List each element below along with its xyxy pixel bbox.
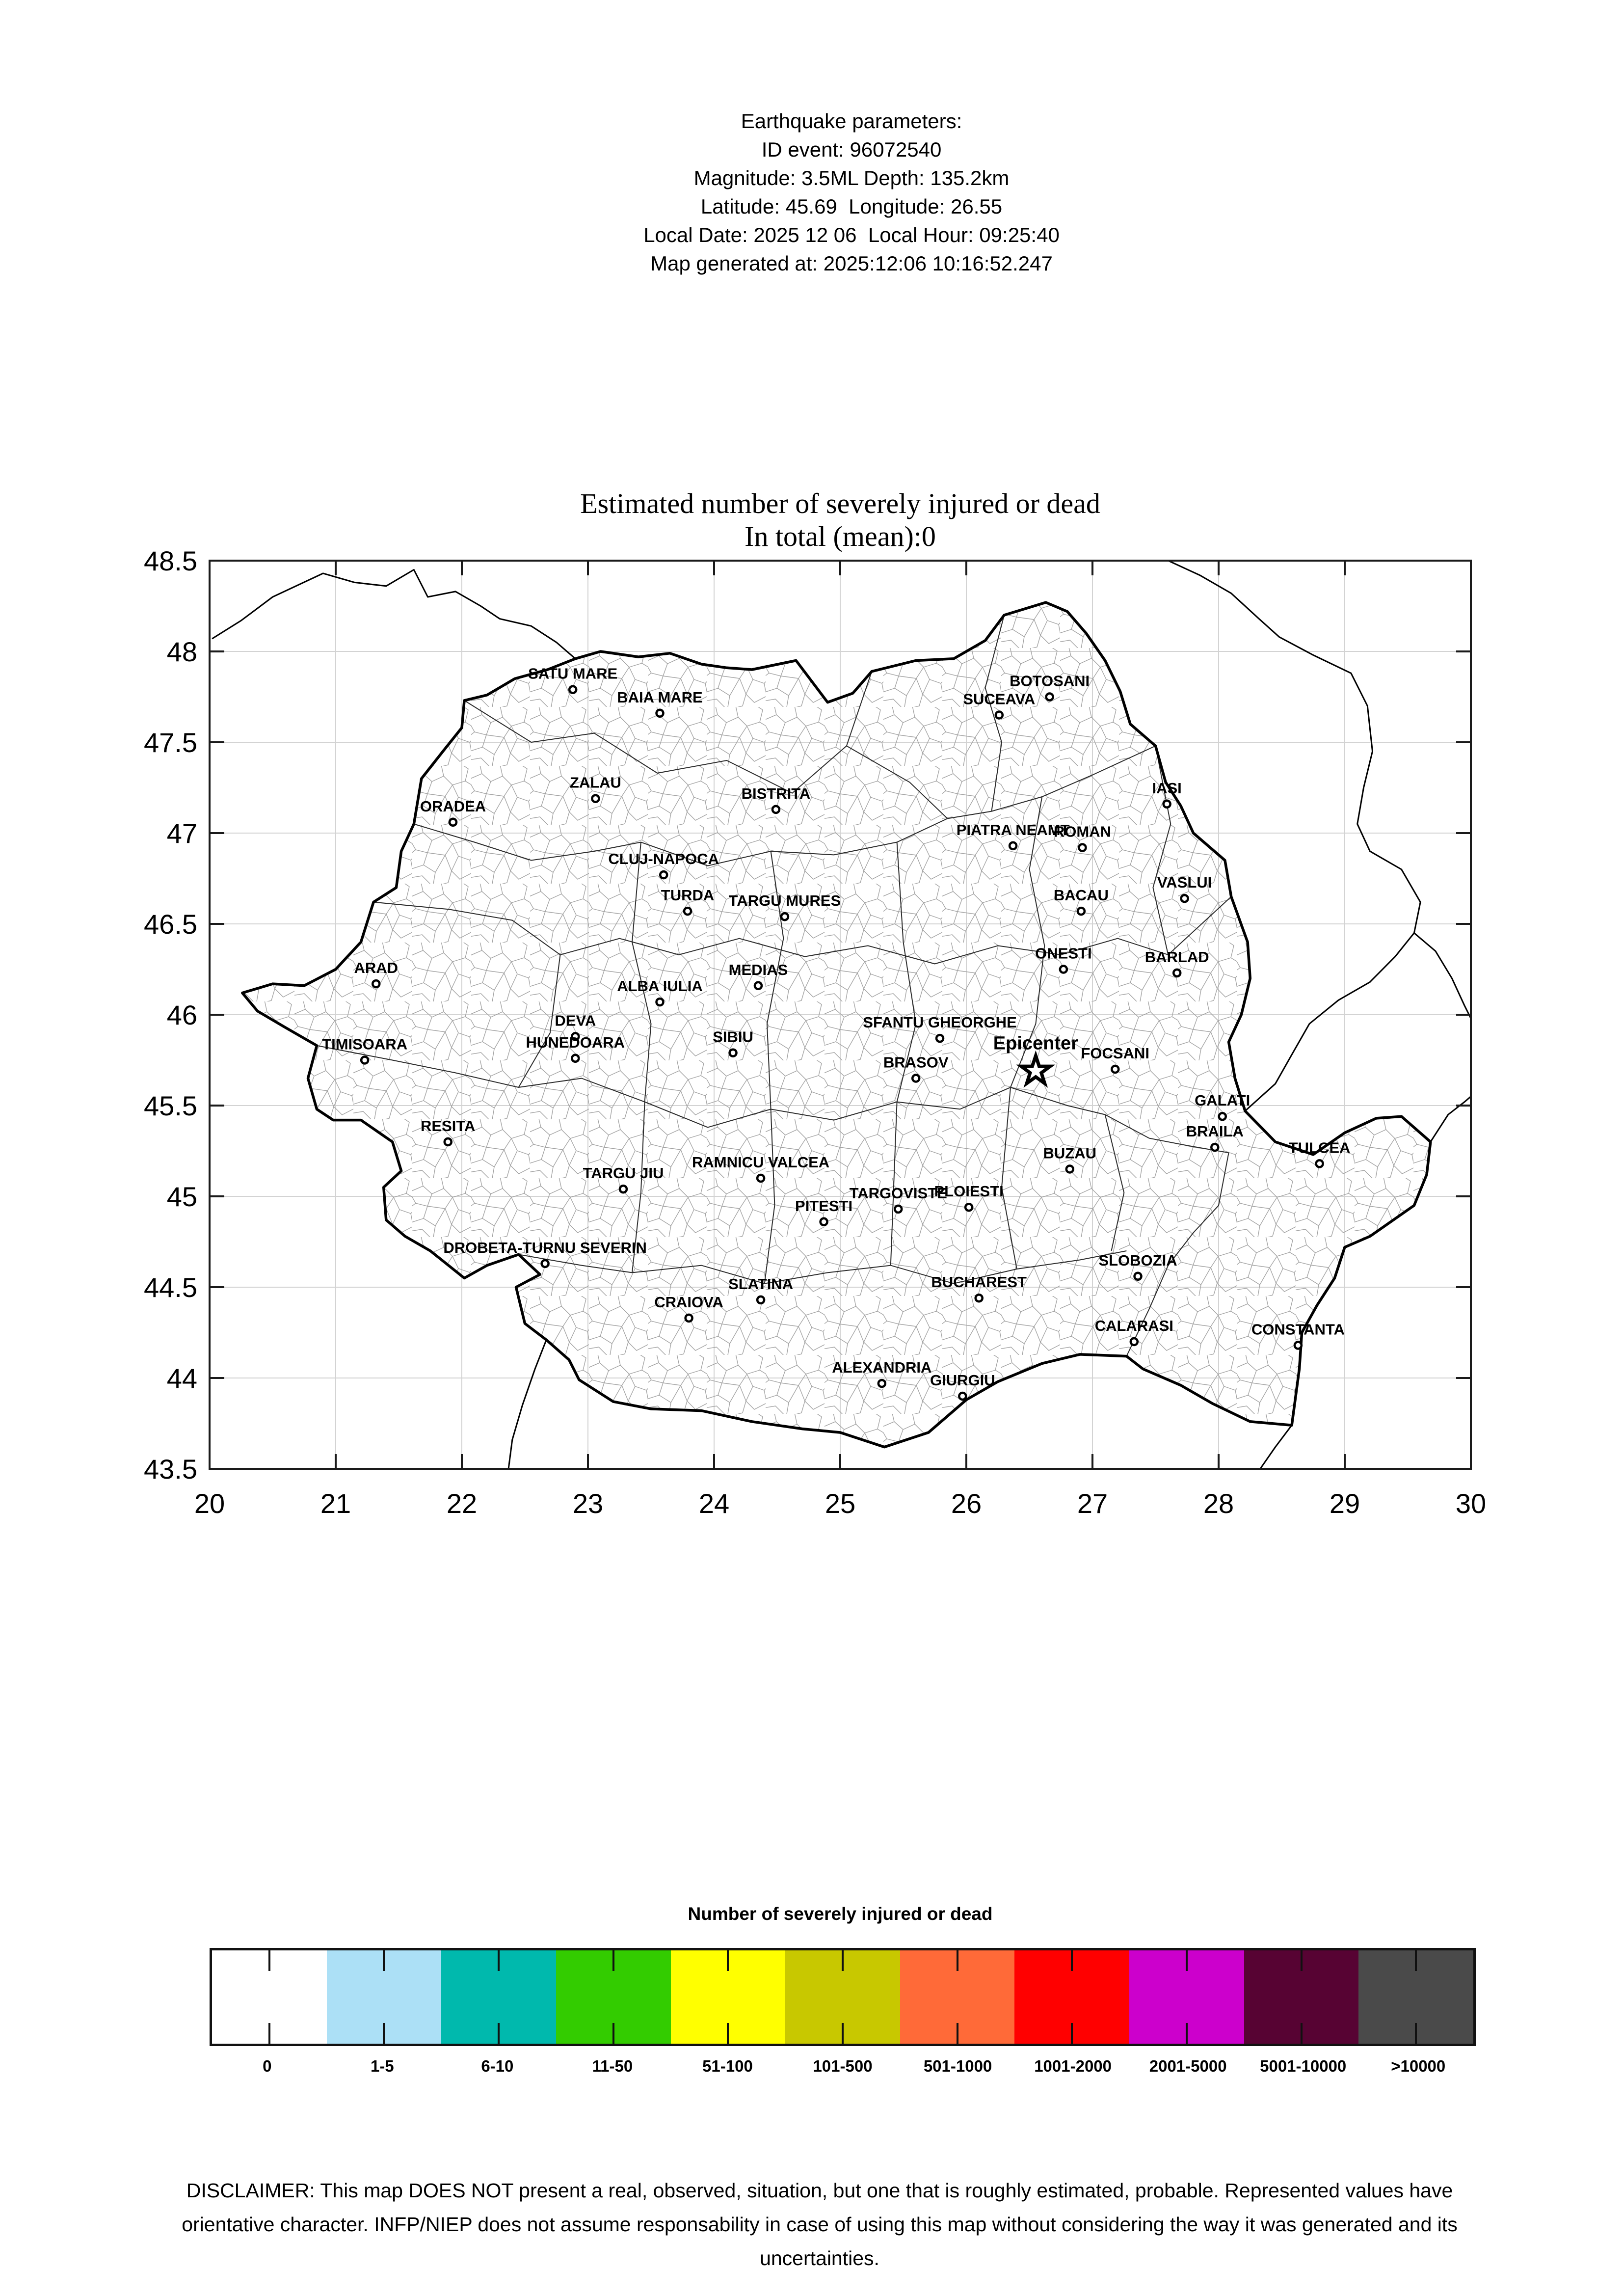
legend-class-label: 6-10 [481, 2057, 514, 2075]
city-marker [821, 1218, 827, 1225]
legend-color-segment [1129, 1950, 1244, 2044]
x-axis-tick-label: 27 [1077, 1488, 1108, 1519]
city-label: BISTRITA [741, 784, 811, 802]
earthquake-parameter-line: ID event: 96072540 [761, 138, 942, 161]
city-label: TURDA [661, 887, 715, 904]
city-label: ALBA IULIA [617, 977, 703, 995]
city-label: CLUJ-NAPOCA [608, 850, 719, 868]
city-label: ORADEA [420, 797, 486, 815]
city-label: HUNEDOARA [526, 1033, 625, 1051]
city-label: BUZAU [1043, 1144, 1096, 1162]
city-label: IASI [1152, 779, 1182, 797]
city-label: PITESTI [795, 1197, 853, 1215]
legend-tick [383, 2023, 385, 2044]
legend-class-label: 51-100 [702, 2057, 753, 2075]
y-axis-tick-label: 45.5 [144, 1090, 197, 1121]
city-label: SUCEAVA [963, 690, 1036, 708]
city-label: ARAD [354, 959, 399, 977]
neighbour-border [1245, 933, 1414, 1111]
city-label: ZALAU [569, 774, 621, 791]
legend-title: Number of severely injured or dead [688, 1904, 993, 1924]
earthquake-parameter-line: Earthquake parameters: [741, 109, 962, 133]
city-marker [620, 1186, 627, 1192]
city-label: PLOIESTI [934, 1183, 1004, 1200]
city-marker [569, 686, 576, 693]
legend-tick [498, 1950, 500, 1971]
city-marker [772, 806, 779, 813]
city-marker [959, 1393, 966, 1400]
city-label: SLATINA [728, 1275, 794, 1293]
city-marker [965, 1204, 972, 1211]
city-label: RAMNICU VALCEA [692, 1154, 830, 1171]
city-marker [592, 795, 599, 802]
city-marker [1219, 1113, 1226, 1120]
city-marker [757, 1297, 764, 1303]
x-axis-tick-label: 20 [194, 1488, 225, 1519]
y-axis-tick-label: 46.5 [144, 909, 197, 940]
city-marker [878, 1380, 885, 1387]
city-marker [445, 1138, 452, 1145]
city-label: ALEXANDRIA [832, 1359, 932, 1377]
y-axis-tick-label: 43.5 [144, 1454, 197, 1485]
legend-color-segment [1244, 1950, 1359, 2044]
city-label: SFANTU GHEORGHE [863, 1014, 1017, 1031]
city-label: SATU MARE [528, 665, 618, 682]
city-marker [450, 819, 456, 826]
city-label: DEVA [555, 1012, 596, 1029]
city-marker [684, 908, 691, 915]
neighbour-border [508, 1340, 546, 1469]
city-marker [757, 1175, 764, 1182]
legend-color-segment [212, 1950, 327, 2044]
city-marker [976, 1295, 983, 1301]
city-label: BAIA MARE [617, 688, 703, 706]
y-axis-tick-label: 44.5 [144, 1272, 197, 1303]
city-marker [1060, 966, 1067, 973]
x-axis-tick-label: 24 [698, 1488, 730, 1519]
city-label: TARGU MURES [728, 892, 841, 910]
city-marker [1131, 1338, 1138, 1345]
earthquake-parameter-line: Map generated at: 2025:12:06 10:16:52.247 [650, 252, 1053, 275]
epicenter-label: Epicenter [993, 1033, 1078, 1054]
legend-class-label: 101-500 [813, 2057, 873, 2075]
legend-class-label: 0 [263, 2057, 272, 2075]
city-label: ROMAN [1053, 823, 1111, 840]
city-label: TARGOVISTE [849, 1184, 947, 1202]
city-marker [656, 999, 663, 1005]
legend-tick [727, 1950, 729, 1971]
city-label: BOTOSANI [1010, 672, 1090, 690]
legend-color-segment [327, 1950, 442, 2044]
city-label: TULCEA [1288, 1139, 1351, 1157]
city-marker [361, 1057, 368, 1064]
city-marker [781, 913, 788, 920]
legend-tick [383, 1950, 385, 1971]
map-title: Estimated number of severely injured or dead [580, 487, 1100, 519]
legend-color-segment [556, 1950, 671, 2044]
legend-color-segment [900, 1950, 1015, 2044]
x-axis-tick-label: 26 [951, 1488, 982, 1519]
legend-tick [1071, 1950, 1073, 1971]
legend-color-segment [441, 1950, 556, 2044]
city-marker [372, 980, 379, 987]
city-label: CONSTANTA [1251, 1321, 1345, 1338]
legend-class-label: 1-5 [370, 2057, 394, 2075]
legend-tick [498, 2023, 500, 2044]
city-label: SIBIU [713, 1028, 753, 1046]
legend-color-segment [1358, 1950, 1473, 2044]
y-axis-tick-label: 47.5 [144, 727, 197, 758]
y-axis-tick-label: 44 [166, 1363, 197, 1394]
city-label: GIURGIU [930, 1372, 995, 1389]
city-label: MEDIAS [728, 961, 788, 978]
city-marker [912, 1075, 919, 1082]
city-marker [542, 1260, 549, 1267]
city-label: VASLUI [1157, 874, 1212, 891]
city-label: BRASOV [883, 1053, 949, 1071]
city-marker [1316, 1160, 1323, 1167]
legend-tick [957, 2023, 958, 2044]
disclaimer-line: DISCLAIMER: This map DOES NOT present a real, observed, situation, but one that is roughly estimated, probable. Represented values have [186, 2179, 1453, 2202]
legend-tick [842, 1950, 844, 1971]
legend-class-label: >10000 [1391, 2057, 1446, 2075]
city-marker [1079, 844, 1086, 851]
legend-tick [727, 2023, 729, 2044]
legend-labels [210, 2057, 1476, 2076]
disclaimer-line: uncertainties. [760, 2247, 879, 2269]
city-marker [1181, 895, 1188, 902]
city-marker [1295, 1342, 1302, 1349]
city-label: BARLAD [1144, 948, 1209, 966]
city-marker [895, 1206, 902, 1213]
city-label: CRAIOVA [654, 1293, 723, 1311]
x-axis-tick-label: 28 [1203, 1488, 1234, 1519]
legend-tick [1301, 2023, 1303, 2044]
city-label: BUCHAREST [931, 1273, 1027, 1291]
legend-tick [1071, 2023, 1073, 2044]
city-marker [936, 1035, 943, 1042]
city-label: DROBETA-TURNU SEVERIN [443, 1239, 647, 1256]
city-label: FOCSANI [1081, 1045, 1150, 1062]
legend-class-label: 2001-5000 [1149, 2057, 1227, 2075]
x-axis-tick-label: 23 [572, 1488, 604, 1519]
legend-colorbar [210, 1948, 1476, 2046]
city-marker [1112, 1066, 1118, 1073]
city-marker [1046, 694, 1053, 701]
y-axis-tick-label: 48.5 [144, 545, 197, 576]
x-axis-tick-label: 21 [320, 1488, 351, 1519]
city-label: GALATI [1195, 1092, 1251, 1109]
legend-tick [1415, 1950, 1417, 1971]
city-marker [755, 982, 762, 989]
legend-class-label: 11-50 [592, 2057, 633, 2075]
legend-tick [1301, 1950, 1303, 1971]
legend-tick [842, 2023, 844, 2044]
city-label: RESITA [421, 1117, 476, 1134]
legend-color-segment [785, 1950, 900, 2044]
city-marker [1066, 1166, 1073, 1173]
city-marker [660, 871, 667, 878]
legend-tick [1186, 2023, 1188, 2044]
earthquake-parameter-line: Latitude: 45.69 Longitude: 26.55 [700, 195, 1003, 218]
earthquake-parameter-line: Magnitude: 3.5ML Depth: 135.2km [693, 166, 1010, 189]
city-label: CALARASI [1094, 1317, 1173, 1334]
x-axis-tick-label: 22 [446, 1488, 478, 1519]
city-marker [996, 712, 1003, 719]
city-marker [730, 1050, 737, 1056]
city-label: TIMISOARA [322, 1035, 408, 1053]
legend-color-segment [671, 1950, 786, 2044]
legend-tick [1415, 2023, 1417, 2044]
city-label: BACAU [1053, 887, 1109, 904]
legend-tick [268, 1950, 270, 1971]
city-label: PIATRA NEAMT [956, 821, 1070, 838]
city-marker [1211, 1144, 1218, 1151]
city-marker [1078, 908, 1085, 915]
x-axis-tick-label: 25 [825, 1488, 856, 1519]
city-marker [1164, 801, 1171, 808]
city-marker [1173, 970, 1180, 976]
legend-color-segment [1014, 1950, 1129, 2044]
legend-class-label: 1001-2000 [1034, 2057, 1112, 2075]
y-axis-tick-label: 46 [166, 999, 197, 1030]
legend-tick [268, 2023, 270, 2044]
city-marker [1010, 842, 1016, 849]
x-axis-tick-label: 29 [1329, 1488, 1360, 1519]
neighbour-border [1260, 1425, 1292, 1469]
city-marker [1135, 1273, 1142, 1280]
legend-tick [957, 1950, 958, 1971]
neighbour-border [212, 570, 575, 659]
disclaimer-text [49, 2174, 1590, 2275]
x-axis-tick-label: 30 [1455, 1488, 1487, 1519]
legend-tick [612, 2023, 614, 2044]
legend-class-label: 5001-10000 [1260, 2057, 1347, 2075]
city-label: SLOBOZIA [1098, 1251, 1177, 1269]
city-label: TARGU JIU [583, 1164, 664, 1182]
legend-tick [1186, 1950, 1188, 1971]
map-subtitle: In total (mean):0 [745, 520, 936, 552]
city-marker [656, 710, 663, 717]
earthquake-parameter-line: Local Date: 2025 12 06 Local Hour: 09:25:40 [643, 223, 1060, 246]
city-marker [686, 1315, 692, 1322]
city-label: ONESTI [1035, 945, 1092, 962]
legend-class-label: 501-1000 [923, 2057, 992, 2075]
earthquake-parameters-block [80, 107, 1623, 278]
city-marker [572, 1055, 579, 1062]
legend-tick [612, 1950, 614, 1971]
neighbour-border [1431, 1097, 1471, 1142]
y-axis-tick-label: 45 [166, 1181, 197, 1212]
disclaimer-line: orientative character. INFP/NIEP does not assume responsability in case of using this map without considering the way it was generated and its [182, 2213, 1458, 2236]
city-label: BRAILA [1186, 1123, 1244, 1140]
y-axis-tick-label: 47 [166, 818, 197, 849]
y-axis-tick-label: 48 [166, 636, 197, 667]
